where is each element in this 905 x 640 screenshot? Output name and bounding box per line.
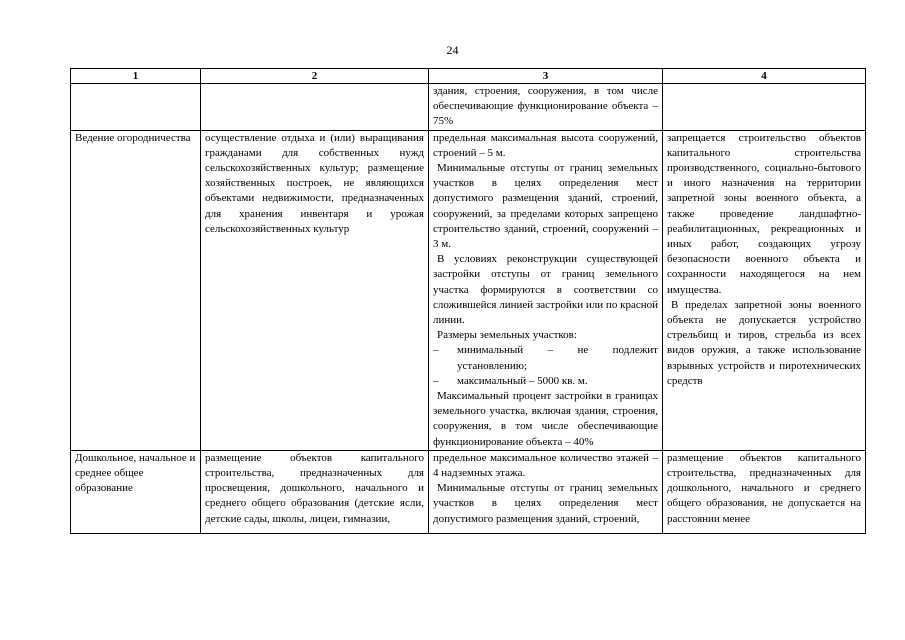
column-header-2: 2 — [201, 69, 429, 84]
empty-cell — [201, 84, 429, 131]
setback-text: Минимальные отступы от границ земельных участков в целях определения мест допустимого размещения зданий, строений, — [433, 482, 658, 525]
list-item — [433, 343, 658, 373]
max-coverage-continued-text: здания, строения, сооружения, в том числе обеспечивающие функционирование объекта – 75% — [433, 85, 658, 128]
restrictions-cell — [663, 130, 866, 450]
page-number: 24 — [446, 43, 459, 57]
dash-marker: – — [433, 344, 439, 357]
restrictions-cell — [663, 450, 866, 533]
min-plot-size-text: минимальный – не подлежит установлению; — [457, 344, 658, 372]
header-row — [71, 69, 866, 84]
table-row — [71, 84, 866, 131]
table-row — [71, 450, 866, 533]
land-use-description-cell — [201, 450, 429, 533]
restrictions-text: размещение объектов капитального строительства, предназначенных для дошкольного, начального и среднего общего образования, не допускается на расстоянии менее — [667, 451, 861, 525]
plot-size-heading: Размеры земельных участков: — [437, 329, 577, 342]
max-coverage-continued-cell — [429, 84, 663, 131]
parameters-cell — [429, 450, 663, 533]
land-use-description-cell — [201, 130, 429, 450]
column-header-4: 4 — [663, 69, 866, 84]
parameters-cell — [429, 130, 663, 450]
land-use-name-cell — [71, 450, 201, 533]
reconstruction-text: В условиях реконструкции существующей застройки отступы от границ земельного участка формируются в соответствии со сложившейся линией застройки или по красной линии. — [433, 253, 658, 327]
max-floors-text: предельное максимальное количество этажей – 4 надземных этажа. — [433, 451, 658, 480]
table-row — [71, 130, 866, 450]
dash-marker: – — [433, 374, 439, 387]
land-use-description: осуществление отдыха и (или) выращивания гражданами для собственных нужд сельскохозяйственных культур; размещение хозяйственных построек, не являющихся объектами недвижимости, предназначенных для хранения инвентаря и урожая сельскохозяйственных культур — [205, 131, 424, 235]
restrictions-text-2: В пределах запретной зоны военного объекта не допускается устройство стрельбищ и тиров, стрельба из всех видов оружия, а также использование взрывных устройств и пиротехнических средств — [667, 298, 861, 387]
regulations-table — [70, 68, 866, 534]
land-use-name: Дошкольное, начальное и среднее общее образование — [75, 451, 196, 495]
empty-cell — [71, 84, 201, 131]
max-plot-size-text: максимальный – 5000 кв. м. — [457, 374, 588, 387]
empty-cell — [663, 84, 866, 131]
setback-text: Минимальные отступы от границ земельных участков в целях определения мест допустимого размещения зданий, строений, сооружений, за пределами которых запрещено строительство зданий, строений, сооружений – 3 м. — [433, 162, 658, 251]
land-use-name: Ведение огородничества — [75, 131, 191, 144]
max-height-text: предельная максимальная высота сооружений, строений – 5 м. — [433, 131, 658, 159]
max-coverage-text: Максимальный процент застройки в границах земельного участка, включая здания, строения, сооружения, в том числе обеспечивающие функционирование объекта – 40% — [433, 390, 658, 448]
land-use-description: размещение объектов капитального строительства, предназначенных для просвещения, дошкольного, начального и среднего общего образования (детские ясли, детские сады, школы, лицеи, гимназии, — [205, 451, 424, 525]
restrictions-text-1: запрещается строительство объектов капитального строительства производственного, социально-бытового и иного назначения на территории запретной зоны военного объекта, а также проведение ландшафтно-реабилитационных, рекреационных и иных работ, создающих угрозу безопасности военного объекта и сохранности находящегося на нем имущества. — [667, 131, 861, 296]
land-use-name-cell — [71, 130, 201, 450]
column-header-1: 1 — [71, 69, 201, 84]
column-header-3: 3 — [429, 69, 663, 84]
list-item — [433, 374, 658, 389]
